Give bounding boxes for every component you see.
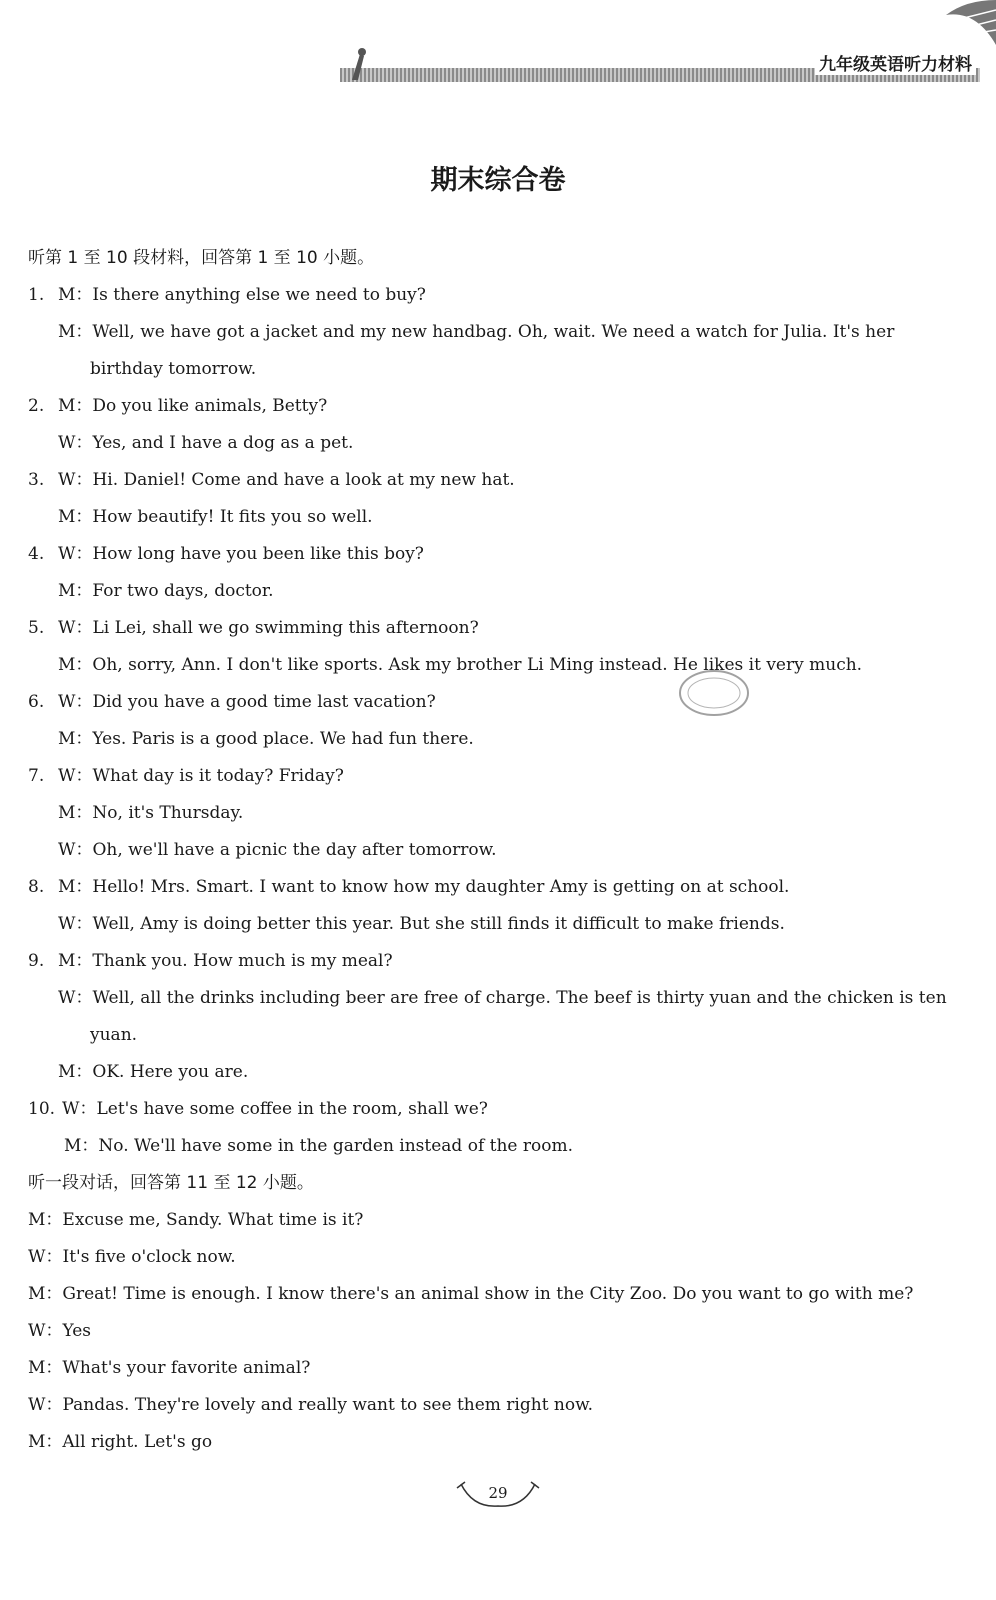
- dialogue-line: M：Well, we have got a jacket and my new handbag. Oh, wait. We need a watch for Julia. It's her: [58, 322, 895, 342]
- dialogue-line: M：What's your favorite animal?: [28, 1358, 311, 1378]
- section-heading: 听第 1 至 10 段材料，回答第 1 至 10 小题。: [28, 248, 375, 268]
- dialogue-line: W：Well, all the drinks including beer are free of charge. The beef is thirty yuan and the chicken is ten: [58, 988, 947, 1008]
- list-item: 9. M：Thank you. How much is my meal?: [28, 951, 393, 971]
- list-item: 10. W：Let's have some coffee in the room, shall we?: [28, 1099, 488, 1119]
- dialogue-line: M：How beautify! It fits you so well.: [58, 507, 373, 527]
- page-title: 期末综合卷: [430, 165, 566, 196]
- dialogue-line: M：Yes. Paris is a good place. We had fun there.: [58, 729, 474, 749]
- dialogue-line: W：It's five o'clock now.: [28, 1247, 236, 1267]
- dialogue-line: M：For two days, doctor.: [58, 581, 274, 601]
- dialogue-line: W：Pandas. They're lovely and really want to see them right now.: [28, 1395, 594, 1415]
- dialogue-line: M：Great! Time is enough. I know there's an animal show in the City Zoo. Do you want to go with me?: [28, 1284, 914, 1304]
- page-footer: [0, 1478, 996, 1512]
- dialogue-line: birthday tomorrow.: [90, 359, 257, 379]
- page-number: 29: [488, 1484, 508, 1502]
- dialogue-line: M：No, it's Thursday.: [58, 803, 244, 823]
- list-item: 2. M：Do you like animals, Betty?: [28, 396, 328, 416]
- list-item: 6. W：Did you have a good time last vacation?: [28, 692, 436, 712]
- dialogue-line: M：OK. Here you are.: [58, 1062, 249, 1082]
- list-item: 3. W：Hi. Daniel! Come and have a look at my new hat.: [28, 470, 515, 490]
- header-title: 九年级英语听力材料: [815, 50, 976, 75]
- dialogue-line: W：Oh, we'll have a picnic the day after tomorrow.: [58, 840, 497, 860]
- dialogue-line: W：Well, Amy is doing better this year. But she still finds it difficult to make friends.: [58, 914, 785, 934]
- section-heading: 听一段对话，回答第 11 至 12 小题。: [28, 1173, 314, 1193]
- list-item: 1. M：Is there anything else we need to buy?: [28, 285, 426, 305]
- listening-transcript: [28, 240, 978, 1461]
- list-item: 4. W：How long have you been like this boy?: [28, 544, 424, 564]
- dialogue-line: M：Oh, sorry, Ann. I don't like sports. Ask my brother Li Ming instead. He likes it very much.: [58, 655, 863, 675]
- list-item: 8. M：Hello! Mrs. Smart. I want to know how my daughter Amy is getting on at school.: [28, 877, 790, 897]
- list-item: 5. W：Li Lei, shall we go swimming this afternoon?: [28, 618, 479, 638]
- dialogue-line: W：Yes, and I have a dog as a pet.: [58, 433, 354, 453]
- dialogue-line: M：No. We'll have some in the garden instead of the room.: [64, 1136, 574, 1156]
- header-figure-icon: [340, 44, 380, 84]
- dialogue-line: yuan.: [90, 1025, 138, 1045]
- dialogue-line: M：Excuse me, Sandy. What time is it?: [28, 1210, 364, 1230]
- dialogue-line: W：Yes: [28, 1321, 92, 1341]
- dialogue-line: M：All right. Let's go: [28, 1432, 213, 1452]
- list-item: 7. W：What day is it today? Friday?: [28, 766, 344, 786]
